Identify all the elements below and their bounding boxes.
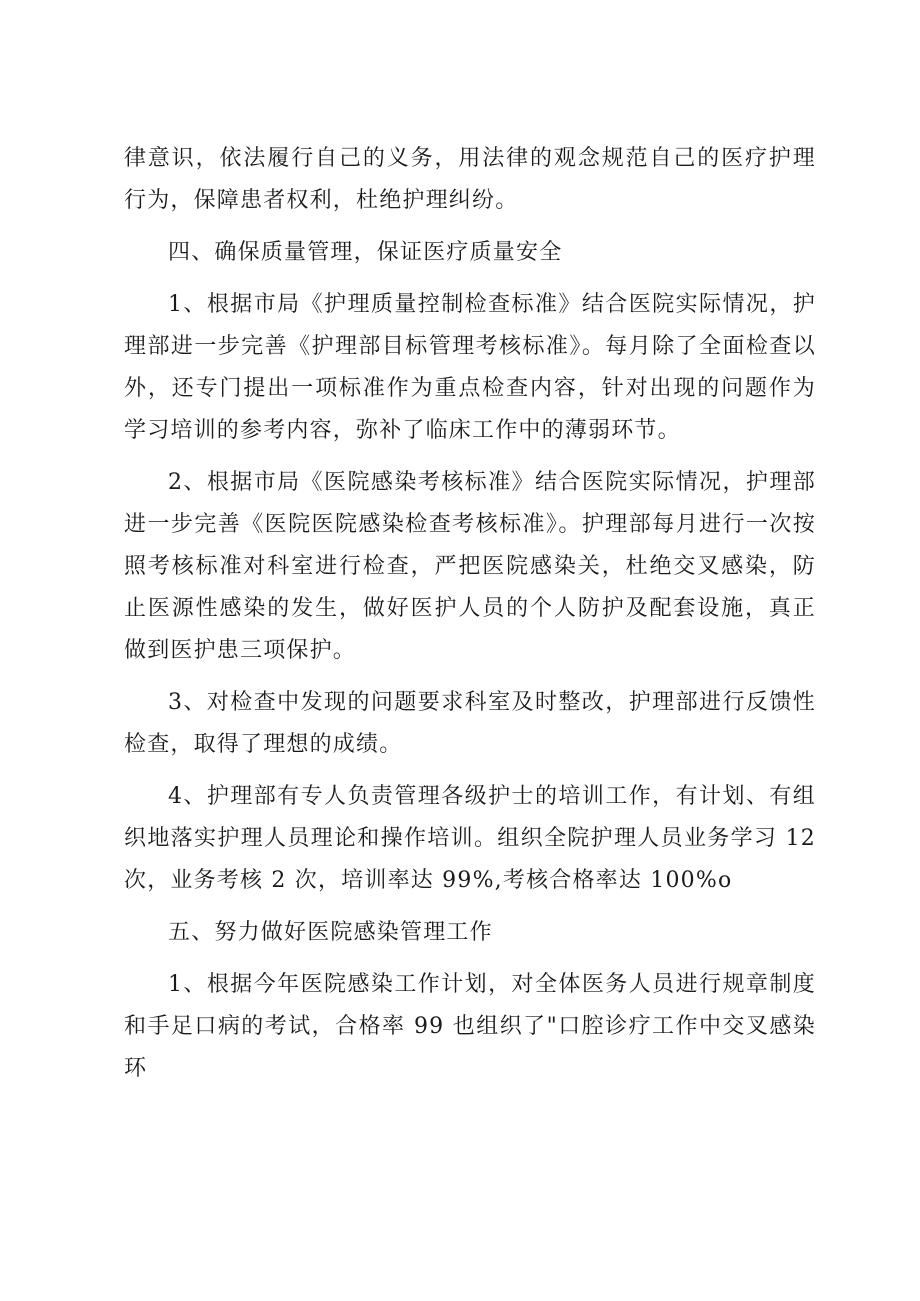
document-body	[124, 138, 816, 1100]
paragraph-continuation: 律意识，依法履行自己的义务，用法律的观念规范自己的医疗护理行为，保障患者权利，杜绝护理纠纷。	[124, 146, 816, 213]
paragraph-item-2: 2、根据市局《医院感染考核标准》结合医院实际情况，护理部进一步完善《医院医院感染检查考核标准》。护理部每月进行一次按照考核标准对科室进行检查，严把医院感染关，杜绝交叉感染，防止医源性感染的发生，做好医护人员的个人防护及配套设施，真正做到医护患三项保护。	[124, 470, 816, 663]
section-heading-five: 五、努力做好医院感染管理工作	[168, 920, 493, 945]
paragraph-item-1: 1、根据市局《护理质量控制检查标准》结合医院实际情况，护理部进一步完善《护理部目标管理考核标准》。每月除了全面检查以外，还专门提出一项标准作为重点检查内容，针对出现的问题作为学习培训的参考内容，弥补了临床工作中的薄弱环节。	[124, 292, 816, 443]
paragraph-item-5-1: 1、根据今年医院感染工作计划，对全体医务人员进行规章制度和手足口病的考试，合格率 99 也组织了"口腔诊疗工作中交叉感染环	[124, 972, 816, 1081]
paragraph-item-4: 4、护理部有专人负责管理各级护士的培训工作，有计划、有组织地落实护理人员理论和操作培训。组织全院护理人员业务学习 12 次，业务考核 2 次，培训率达 99%,考核合格率达 100%o	[124, 784, 816, 893]
section-heading-four: 四、确保质量管理，保证医疗质量安全	[168, 240, 563, 265]
paragraph-item-3: 3、对检查中发现的问题要求科室及时整改，护理部进行反馈性检查，取得了理想的成绩。	[124, 690, 816, 757]
